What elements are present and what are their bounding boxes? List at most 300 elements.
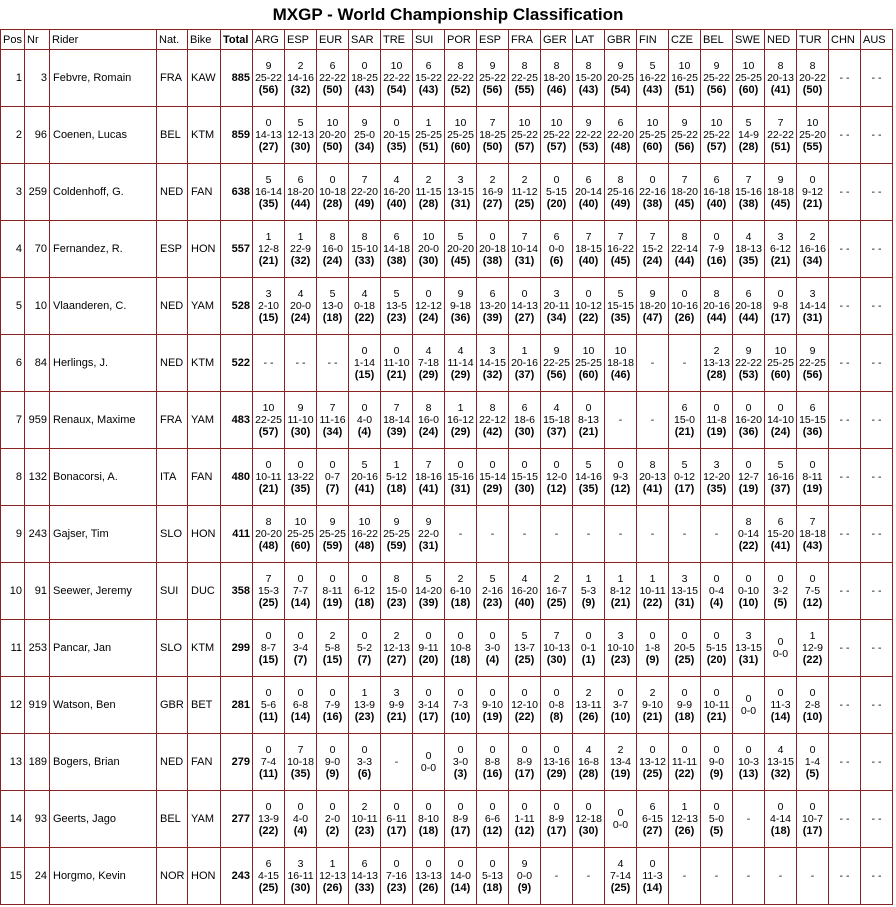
result-event-points: (45) [674,198,695,210]
result-moto-points: 20-13 [639,471,666,483]
result-moto-points: 0-4 [708,585,725,597]
result-moto-bonus: 1 [521,345,528,357]
cell-event-result [701,791,733,848]
cell-event-result [733,221,765,278]
result-moto-points: 6-12 [769,243,791,255]
result-moto-bonus: 7 [649,231,656,243]
result-moto-bonus: 6 [681,402,688,414]
result-moto-points: 16-16 [767,471,794,483]
cell-rider: Coenen, Lucas [50,107,157,164]
result-moto-bonus: 6 [265,858,272,870]
result-moto-points: 10-16 [671,300,698,312]
result-moto-bonus: 2 [297,60,304,72]
cell-event-result [541,677,573,734]
result-event-points: (30) [290,141,311,153]
cell-event-result [637,734,669,791]
cell-event-result [253,563,285,620]
result-moto-points: 22-22 [319,72,346,84]
result-moto-points: 20-18 [735,300,762,312]
result-moto-bonus: 4 [297,288,304,300]
result-moto-bonus: 7 [809,516,816,528]
result-empty: - [778,870,783,882]
result-moto-bonus: 0 [681,630,688,642]
result-empty: - - [839,72,850,84]
cell-event-result [861,620,893,677]
result-moto-bonus: 0 [585,402,592,414]
cell-event-result [477,848,509,905]
result-moto-points: 25-0 [353,129,375,141]
result-empty: - - [839,585,850,597]
result-moto-points: 16-9 [481,186,503,198]
cell-event-result [413,791,445,848]
result-moto-points: 4-0 [356,414,373,426]
result-event-points: (21) [386,711,407,723]
result-moto-bonus: 0 [265,630,272,642]
result-moto-points: 20-16 [703,300,730,312]
result-moto-bonus: 9 [585,117,592,129]
cell-event-result [797,791,829,848]
result-empty: - - [871,813,882,825]
result-moto-points: 25-22 [703,72,730,84]
result-moto-points: 11-12 [511,186,538,198]
result-moto-points: 10-11 [639,585,666,597]
result-empty: - [714,528,719,540]
result-moto-bonus: 10 [614,345,627,357]
result-moto-bonus: 0 [329,174,336,186]
result-event-points: (35) [386,141,407,153]
result-event-points: (19) [610,768,631,780]
result-moto-bonus: 8 [393,573,400,585]
cell-event-result [413,734,445,791]
result-moto-bonus: 8 [681,231,688,243]
cell-event-result [861,449,893,506]
result-moto-bonus: 0 [553,801,560,813]
result-moto-bonus: 7 [425,459,432,471]
col-header-nat: Nat. [157,30,188,50]
cell-event-result [509,335,541,392]
col-header-event: SWE [733,30,765,50]
result-empty: - - [871,129,882,141]
result-event-points: (21) [258,483,279,495]
result-moto-bonus: 0 [553,459,560,471]
result-event-points: (27) [386,654,407,666]
cell-event-result [797,848,829,905]
cell-event-result [701,107,733,164]
result-event-points: (25) [514,654,535,666]
result-moto-points: 3-0 [484,642,501,654]
result-moto-bonus: 1 [681,801,688,813]
result-moto-points: 9-12 [801,186,823,198]
cell-bike: YAM [188,392,221,449]
cell-bike: KTM [188,335,221,392]
page-title: MXGP - World Championship Classification [272,5,624,24]
result-moto-points: 6-8 [292,699,309,711]
result-moto-bonus: 5 [425,573,432,585]
cell-event-result [253,221,285,278]
result-moto-points: 12-13 [383,642,410,654]
result-moto-bonus: 0 [777,801,784,813]
result-moto-bonus: 2 [457,573,464,585]
result-moto-bonus: 1 [809,630,816,642]
result-moto-points: 9-11 [418,642,439,654]
cell-event-result [445,791,477,848]
result-moto-bonus: 0 [457,801,464,813]
result-moto-points: 15-15 [799,414,826,426]
result-moto-points: 2-16 [481,585,503,597]
result-moto-points: 15-22 [415,72,442,84]
result-event-points: (49) [354,198,375,210]
cell-event-result [829,107,861,164]
result-moto-points: 16-16 [799,243,826,255]
result-moto-points: 20-13 [767,72,794,84]
result-event-points: (41) [770,540,791,552]
result-event-points: (27) [258,141,279,153]
result-event-points: (18) [482,882,503,894]
cell-nat: GBR [157,677,188,734]
cell-event-result [541,848,573,905]
cell-nat: ESP [157,221,188,278]
cell-nat: NED [157,734,188,791]
result-moto-bonus: 4 [617,858,624,870]
result-moto-bonus: 0 [713,402,720,414]
result-empty: - [682,870,687,882]
result-event-points: (45) [770,198,791,210]
result-event-points: (12) [514,825,535,837]
cell-rider: Herlings, J. [50,335,157,392]
result-moto-points: 10-13 [543,642,570,654]
cell-event-result [797,107,829,164]
cell-event-result [733,677,765,734]
result-moto-points: 18-16 [415,471,442,483]
result-event-points: (57) [258,426,279,438]
cell-event-result [285,392,317,449]
result-event-points: (17) [802,825,823,837]
result-moto-points: 15-0 [385,585,407,597]
result-event-points: (24) [418,426,439,438]
cell-event-result [253,449,285,506]
result-moto-points: 7-16 [385,870,407,882]
result-moto-points: 0-0 [772,648,789,660]
result-moto-points: 16-25 [671,72,698,84]
result-moto-points: 5-8 [324,642,341,654]
result-event-points: (57) [546,141,567,153]
result-event-points: (60) [578,369,599,381]
result-moto-points: 25-16 [607,186,634,198]
result-moto-points: 9-9 [388,699,405,711]
result-event-points: (16) [482,768,503,780]
cell-event-result [733,449,765,506]
cell-event-result [701,677,733,734]
result-moto-points: 20-14 [575,186,602,198]
result-moto-bonus: 0 [425,687,432,699]
result-event-points: (24) [322,255,343,267]
cell-event-result [861,221,893,278]
result-moto-bonus: 0 [521,744,528,756]
cell-bike: BET [188,677,221,734]
cell-event-result [477,734,509,791]
cell-event-result [413,50,445,107]
result-moto-points: 2-0 [324,813,341,825]
result-empty: - [554,870,559,882]
result-moto-bonus: 0 [425,750,432,762]
cell-event-result [701,449,733,506]
cell-event-result [669,791,701,848]
cell-event-result [733,791,765,848]
cell-event-result [349,50,381,107]
cell-event-result [797,677,829,734]
result-event-points: (1) [581,654,596,666]
result-moto-points: 1-8 [644,642,661,654]
result-moto-bonus: 1 [457,402,464,414]
result-moto-bonus: 0 [457,744,464,756]
result-moto-points: 0-0 [516,870,533,882]
result-moto-points: 22-22 [735,357,762,369]
result-moto-bonus: 10 [582,345,595,357]
cell-event-result [829,734,861,791]
result-event-points: (25) [514,198,535,210]
result-event-points: (51) [770,141,791,153]
result-event-points: (48) [610,141,631,153]
result-moto-bonus: 1 [585,573,592,585]
result-empty: - - [839,813,850,825]
result-event-points: (21) [674,426,695,438]
result-moto-points: 12-20 [703,471,730,483]
result-moto-points: 22-9 [289,243,311,255]
result-event-points: (12) [802,597,823,609]
result-event-points: (17) [770,312,791,324]
result-moto-bonus: 10 [710,117,723,129]
result-moto-bonus: 10 [678,60,691,72]
result-event-points: (25) [258,882,279,894]
result-empty: - [522,528,527,540]
cell-event-result [317,563,349,620]
result-moto-points: 5-15 [705,642,727,654]
result-event-points: (40) [578,198,599,210]
result-moto-bonus: 0 [393,801,400,813]
cell-rider: Bonacorsi, A. [50,449,157,506]
result-moto-points: 16-12 [447,414,474,426]
result-event-points: (22) [258,825,279,837]
cell-event-result [381,107,413,164]
result-moto-bonus: 0 [745,459,752,471]
result-moto-bonus: 0 [489,630,496,642]
cell-event-result [477,335,509,392]
result-moto-bonus: 0 [713,630,720,642]
cell-nr: 10 [25,278,50,335]
cell-event-result [509,734,541,791]
result-event-points: (45) [610,255,631,267]
cell-event-result [765,221,797,278]
result-moto-bonus: 0 [361,402,368,414]
result-moto-points: 9-0 [708,756,725,768]
cell-event-result [509,164,541,221]
result-event-points: (35) [610,312,631,324]
result-moto-points: 22-25 [543,357,570,369]
cell-event-result [733,107,765,164]
cell-event-result [445,848,477,905]
result-moto-points: 20-16 [351,471,378,483]
result-event-points: (21) [802,198,823,210]
result-event-points: (23) [386,597,407,609]
col-header-event: TRE [381,30,413,50]
result-event-points: (30) [418,255,439,267]
result-moto-bonus: 3 [713,459,720,471]
result-moto-bonus: 5 [521,630,528,642]
cell-event-result [637,620,669,677]
result-moto-bonus: 9 [361,117,368,129]
result-event-points: (56) [802,369,823,381]
result-moto-points: 5-15 [545,186,567,198]
cell-event-result [765,506,797,563]
result-event-points: (18) [386,483,407,495]
result-moto-points: 10-11 [703,699,730,711]
cell-event-result [733,335,765,392]
result-moto-points: 14-13 [255,129,282,141]
col-header-event: AUS [861,30,893,50]
result-event-points: (34) [354,141,375,153]
result-moto-bonus: 9 [777,174,784,186]
result-moto-bonus: 1 [393,459,400,471]
result-moto-points: 12-13 [319,870,346,882]
result-moto-bonus: 0 [777,288,784,300]
result-event-points: (34) [322,426,343,438]
cell-event-result [285,449,317,506]
result-moto-bonus: 3 [777,231,784,243]
result-event-points: (60) [290,540,311,552]
col-header-bike: Bike [188,30,221,50]
table-row [1,50,893,107]
result-moto-bonus: 0 [489,744,496,756]
cell-event-result [541,50,573,107]
result-moto-points: 11-14 [447,357,474,369]
cell-event-result [733,392,765,449]
result-moto-points: 16-8 [577,756,599,768]
result-event-points: (5) [805,768,820,780]
result-event-points: (30) [514,426,535,438]
result-moto-points: 8-12 [609,585,631,597]
result-event-points: (25) [546,597,567,609]
cell-event-result [253,848,285,905]
result-moto-bonus: 5 [649,60,656,72]
result-empty: - [650,357,655,369]
result-moto-bonus: 9 [617,60,624,72]
cell-event-result [861,164,893,221]
result-moto-points: 8-9 [548,813,565,825]
result-event-points: (54) [386,84,407,96]
cell-nr: 93 [25,791,50,848]
cell-bike: YAM [188,791,221,848]
result-moto-points: 20-20 [447,243,474,255]
col-header-event: SAR [349,30,381,50]
result-moto-points: 0-18 [353,300,375,312]
cell-event-result [413,620,445,677]
result-event-points: (23) [386,882,407,894]
result-moto-bonus: 3 [457,174,464,186]
result-moto-points: 20-15 [383,129,410,141]
cell-event-result [637,449,669,506]
table-row [1,221,893,278]
cell-total: 483 [221,392,253,449]
result-event-points: (10) [610,711,631,723]
result-event-points: (19) [322,597,343,609]
cell-total: 243 [221,848,253,905]
cell-event-result [349,677,381,734]
cell-event-result [285,677,317,734]
result-moto-bonus: 0 [553,744,560,756]
result-moto-points: 25-25 [767,357,794,369]
result-moto-points: 8-13 [577,414,599,426]
cell-event-result [349,848,381,905]
result-moto-points: 15-18 [543,414,570,426]
cell-event-result [477,278,509,335]
result-moto-bonus: 7 [777,117,784,129]
cell-event-result [861,50,893,107]
result-moto-points: 25-22 [479,72,506,84]
cell-event-result [509,221,541,278]
result-event-points: (56) [258,84,279,96]
result-moto-points: 14-14 [799,300,826,312]
result-moto-points: 13-5 [385,300,407,312]
result-moto-bonus: 2 [553,573,560,585]
cell-rider: Vlaanderen, C. [50,278,157,335]
result-event-points: (17) [386,825,407,837]
cell-rider: Seewer, Jeremy [50,563,157,620]
cell-event-result [317,791,349,848]
result-event-points: (48) [258,540,279,552]
result-moto-bonus: 1 [361,687,368,699]
result-moto-points: 15-15 [607,300,634,312]
result-moto-points: 25-25 [319,528,346,540]
cell-event-result [829,620,861,677]
result-moto-bonus: 8 [713,288,720,300]
cell-event-result [797,278,829,335]
cell-total: 358 [221,563,253,620]
result-empty: - - [871,870,882,882]
cell-event-result [381,221,413,278]
result-empty: - - [839,300,850,312]
cell-bike: DUC [188,563,221,620]
cell-event-result [765,164,797,221]
result-moto-points: 10-12 [575,300,602,312]
result-event-points: (40) [578,255,599,267]
cell-event-result [413,107,445,164]
result-moto-bonus: 0 [649,858,656,870]
result-moto-bonus: 7 [585,231,592,243]
cell-event-result [317,677,349,734]
result-empty: - [618,414,623,426]
result-moto-points: 13-13 [703,357,730,369]
cell-event-result [605,563,637,620]
cell-event-result [317,734,349,791]
result-moto-bonus: 0 [809,174,816,186]
result-event-points: (25) [610,882,631,894]
result-empty: - [394,756,399,768]
cell-event-result [349,734,381,791]
cell-event-result [605,221,637,278]
result-moto-bonus: 2 [329,630,336,642]
cell-total: 277 [221,791,253,848]
result-event-points: (60) [770,369,791,381]
result-moto-points: 15-14 [479,471,506,483]
cell-event-result [381,620,413,677]
cell-event-result [253,791,285,848]
result-moto-bonus: 10 [742,60,755,72]
result-empty: - - [871,699,882,711]
result-event-points: (50) [322,84,343,96]
result-event-points: (3) [453,768,468,780]
result-moto-points: 22-25 [799,357,826,369]
result-empty: - [586,870,591,882]
